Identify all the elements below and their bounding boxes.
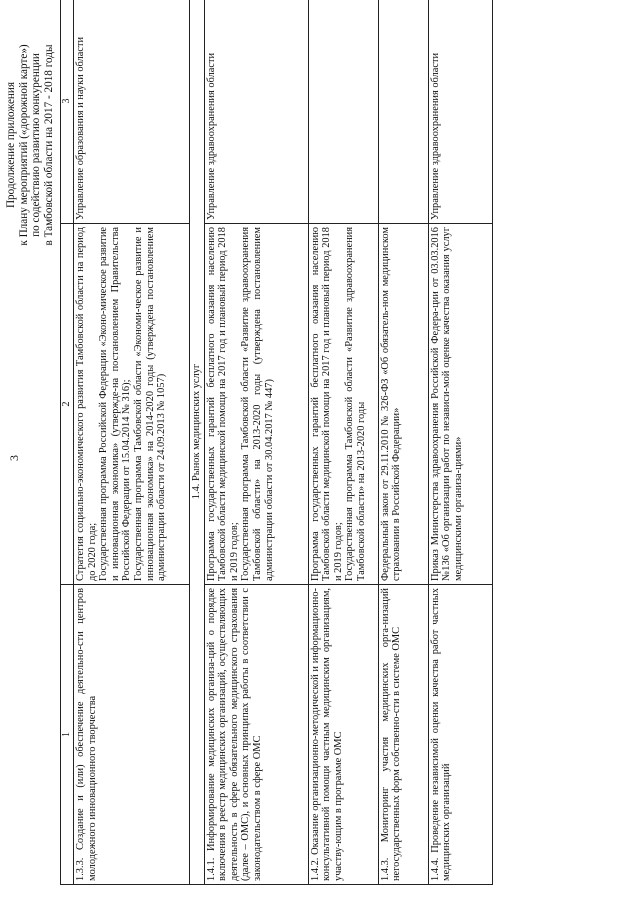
header-line: к Плану мероприятий («дорожной карте») — [17, 44, 30, 246]
column-number: 2 — [61, 224, 74, 585]
responsible-cell: Управление здравоохранения области — [204, 0, 308, 224]
header-line: в Тамбовской области на 2017 - 2018 годы — [42, 44, 55, 246]
document-line: Программа государственных гарантий бесплатного оказания населению Тамбовской области медицинской помощи на 2017 год и плановый период 2018 и 2019 годов; — [309, 227, 344, 581]
page-number: 3 — [7, 455, 21, 461]
table-row — [378, 0, 428, 885]
responsible-cell — [378, 0, 428, 224]
document-line: Государственная программа Российской Федерации «Эконо-мическое развитие и инновационная экономика» (утвержде-на постановлением Правительства Российской Федерации от 15.04.2014 № 316); — [98, 227, 133, 581]
responsible-cell: Управление здравоохранения области — [428, 0, 492, 224]
column-number-row — [61, 0, 74, 885]
column-number: 1 — [61, 585, 74, 885]
header-line: Продолжение приложения — [5, 81, 17, 209]
document-line: Программа государственных гарантий бесплатного оказания населению Тамбовской области медицинской помощи на 2017 год и плановый период 2018 и 2019 годов; — [205, 227, 240, 581]
table-row — [308, 0, 378, 885]
document-line: Государственная программа Тамбовской области «Развитие здравоохранения Тамбовской области» на 2013-2020 годы — [344, 227, 367, 581]
documents-cell — [308, 224, 378, 585]
documents-cell — [378, 224, 428, 585]
section-title: 1.4. Рынок медицинских услуг — [190, 0, 205, 885]
measures-table — [60, 0, 493, 885]
documents-cell — [74, 224, 190, 585]
column-number: 3 — [61, 0, 74, 224]
table-row — [204, 0, 308, 885]
activity-cell: 1.3.3. Создание и (или) обеспечение деятельно-сти центров молодежного инновационного творчества — [74, 585, 190, 885]
activity-cell: 1.4.2. Оказание организационно-методической и информационно-консультативной помощи частным медицинским организациям, участву-ющим в программе ОМС — [308, 585, 378, 885]
document-line: Приказ Министерства здравоохранения Российской Федера-ции от 03.03.2016 №136 «Об организации работ по независи-мой оценке качества оказания услуг медицинскими организа-циями» — [429, 227, 464, 581]
section-row — [190, 0, 205, 885]
activity-cell: 1.4.4. Проведение независимой оценки качества работ частных медицинских организаций — [428, 585, 492, 885]
appendix-header — [5, 5, 55, 285]
table-row — [74, 0, 190, 885]
document-line: Государственная программа Тамбовской области «Экономи-ческое развитие и инновационная экономика» на 2014-2020 годы (утверждена постановлением администрации области от 24.09.2013 № 1057) — [132, 227, 168, 581]
responsible-cell — [308, 0, 378, 224]
documents-cell — [204, 224, 308, 585]
header-line: по содействию развитию конкуренции — [30, 53, 43, 237]
document-line: Государственная программа Тамбовской области «Развитие здравоохранения Тамбовской области» на 2013-2020 годы (утверждена постановлением администрации области от 30.04.2017 № 447) — [240, 227, 275, 581]
document-line: Федеральный закон от 29.11.2010 № 326-ФЗ «Об обязатель-ном медицинском страховании в Российской Федерации» — [379, 227, 403, 581]
table-row — [428, 0, 492, 885]
document-line: Стратегия социально-экономического развития Тамбовской области на период до 2020 года; — [75, 227, 98, 581]
responsible-cell: Управление образования и науки области — [74, 0, 190, 224]
documents-cell — [428, 224, 492, 585]
activity-cell: 1.4.1. Информирование медицинских организа-ций о порядке включения в реестр медицинских организаций, осуществляющих деятельность в сфере обязательного медицинского страхования (далее – ОМС), и основных принципах работы в соответствии с законодательством в сфере ОМС — [204, 585, 308, 885]
activity-cell: 1.4.3. Мониторинг участия медицинских орга-низаций негосударственных форм собственно-сти в системе ОМС — [378, 585, 428, 885]
